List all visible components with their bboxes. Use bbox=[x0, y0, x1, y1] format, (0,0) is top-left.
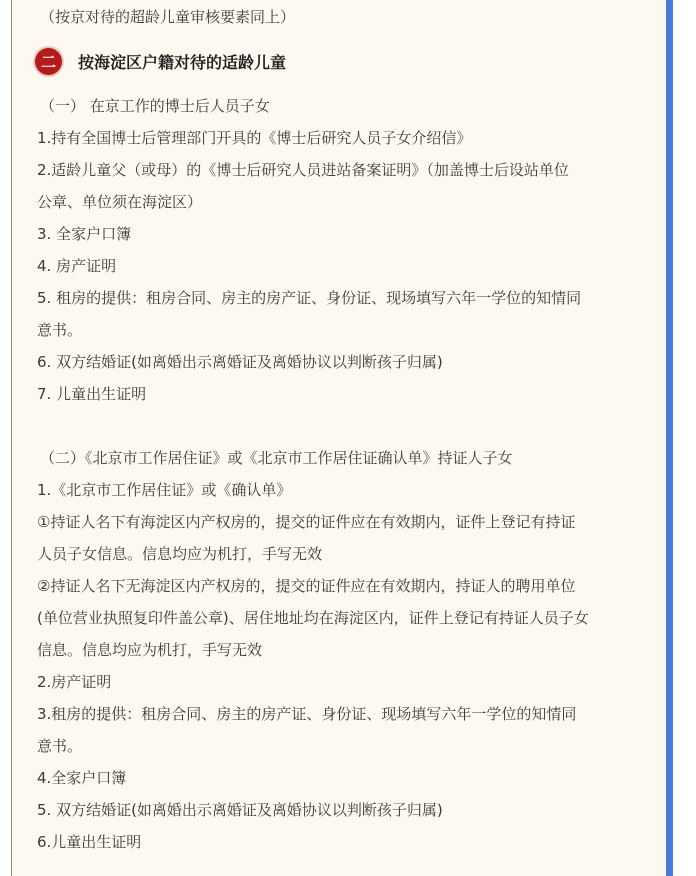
part2-sub-1-line-1: ①持证人名下有海淀区内产权房的，提交的证件应在有效期内，证件上登记有持证 bbox=[37, 513, 576, 531]
part2-item-3-line-2: 意书。 bbox=[37, 737, 83, 755]
part2-item-6: 6.儿童出生证明 bbox=[37, 833, 142, 851]
part1-item-2-line-2: 公章、单位须在海淀区） bbox=[37, 193, 203, 211]
part1-item-4: 4. 房产证明 bbox=[37, 257, 117, 275]
part2-item-4: 4.全家户口簿 bbox=[37, 769, 127, 787]
section-number-badge: 二 bbox=[35, 48, 62, 75]
note-top: （按京对待的超龄儿童审核要素同上） bbox=[40, 8, 296, 26]
part2-sub-1-line-2: 人员子女信息。信息均应为机打，手写无效 bbox=[37, 545, 323, 563]
part2-sub-2-line-2: (单位营业执照复印件盖公章)、居住地址均在海淀区内，证件上登记有持证人员子女 bbox=[37, 609, 589, 627]
part1-item-1: 1.持有全国博士后管理部门开具的《博士后研究人员子女介绍信》 bbox=[37, 129, 472, 147]
part2-sub-2-line-1: ②持证人名下无海淀区内产权房的，提交的证件应在有效期内，持证人的聘用单位 bbox=[37, 577, 576, 595]
part2-item-3-line-1: 3.租房的提供：租房合同、房主的房产证、身份证、现场填写六年一学位的知情同 bbox=[37, 705, 577, 723]
section-header bbox=[35, 47, 286, 75]
part2-sub-2-line-3: 信息。信息均应为机打，手写无效 bbox=[37, 641, 263, 659]
part2-heading: （二）《北京市工作居住证》或《北京市工作居住证确认单》持证人子女 bbox=[40, 449, 513, 467]
scroll-edge-bar bbox=[666, 0, 673, 876]
part1-item-5-line-2: 意书。 bbox=[37, 321, 83, 339]
part2-item-1: 1.《北京市工作居住证》或《确认单》 bbox=[37, 481, 292, 499]
part2-item-2: 2.房产证明 bbox=[37, 673, 112, 691]
part1-heading: （一） 在京工作的博士后人员子女 bbox=[40, 97, 270, 115]
part1-item-2-line-1: 2.适龄儿童父（或母）的《博士后研究人员进站备案证明》（加盖博士后设站单位 bbox=[37, 161, 569, 179]
part1-item-6: 6. 双方结婚证(如离婚出示离婚证及离婚协议以判断孩子归属) bbox=[37, 353, 443, 371]
part1-item-5-line-1: 5. 租房的提供：租房合同、房主的房产证、身份证、现场填写六年一学位的知情同 bbox=[37, 289, 582, 307]
part2-item-5: 5. 双方结婚证(如离婚出示离婚证及离婚协议以判断孩子归属) bbox=[37, 801, 443, 819]
article-panel bbox=[11, 0, 666, 876]
part1-item-7: 7. 儿童出生证明 bbox=[37, 385, 147, 403]
section-title: 按海淀区户籍对待的适龄儿童 bbox=[78, 52, 287, 72]
part1-item-3: 3. 全家户口簿 bbox=[37, 225, 132, 243]
